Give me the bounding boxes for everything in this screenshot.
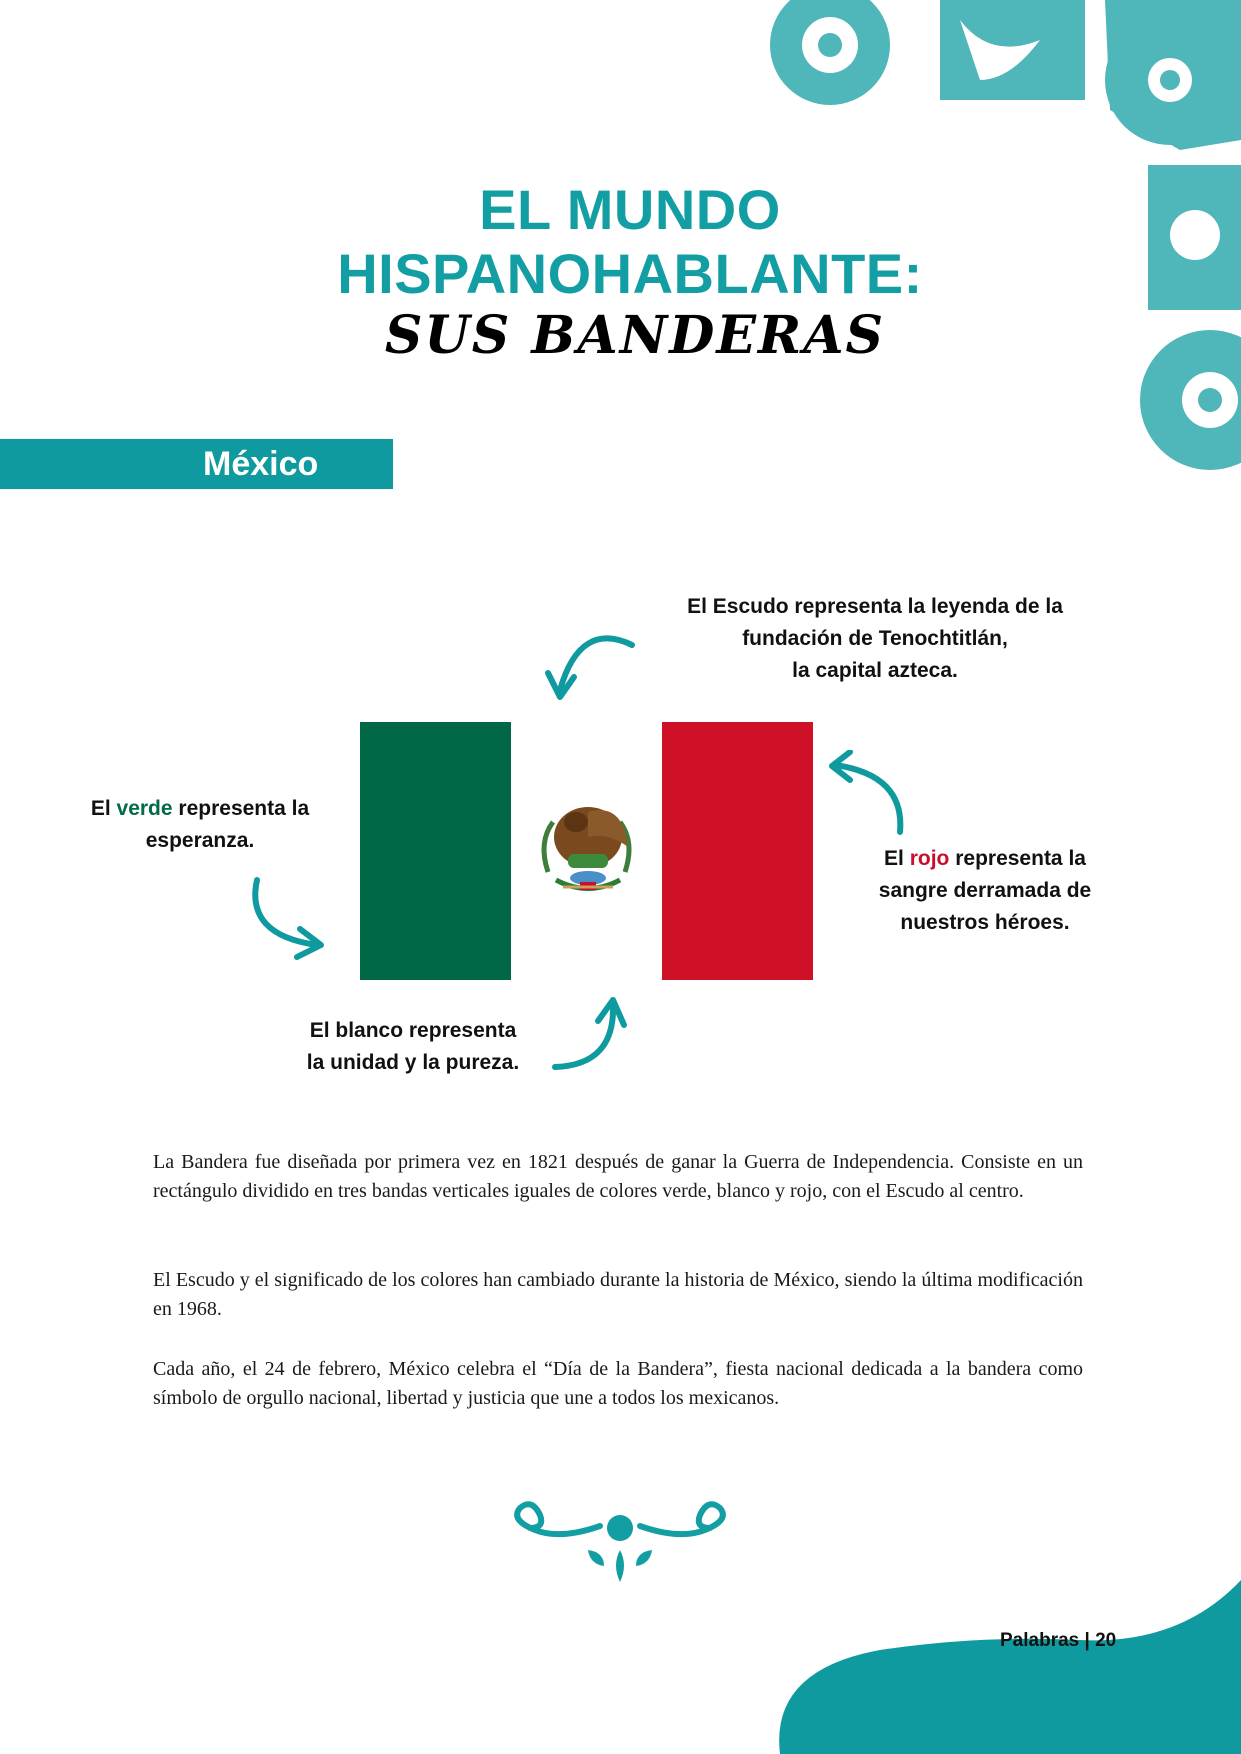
arrow-escudo-icon bbox=[540, 625, 640, 710]
arrow-blanco-icon bbox=[550, 995, 630, 1075]
flourish-ornament-icon bbox=[500, 1500, 740, 1600]
coat-of-arms-icon bbox=[528, 792, 645, 912]
footer-wave-decoration bbox=[760, 1580, 1241, 1754]
escudo-line2: fundación de Tenochtitlán, bbox=[742, 627, 1008, 650]
country-banner bbox=[0, 439, 393, 489]
rojo-line2: sangre derramada de bbox=[878, 879, 1092, 902]
country-name: México bbox=[203, 445, 319, 483]
escudo-line1: El Escudo representa la leyenda de la bbox=[687, 595, 1063, 618]
escudo-annotation bbox=[620, 591, 1130, 687]
page-title-line2: HISPANOHABLANTE: bbox=[337, 242, 923, 305]
arrow-verde-icon bbox=[245, 875, 330, 960]
body-paragraph-2: El Escudo y el significado de los colores han cambiado durante la historia de México, siendo la última modificación en 1968. bbox=[153, 1269, 1083, 1320]
escudo-line3: la capital azteca. bbox=[792, 659, 958, 682]
body-paragraph-1: La Bandera fue diseñada por primera vez en 1821 después de ganar la Guerra de Independencia. Consiste en un rectángulo dividido en tres bandas verticales iguales de colores verde, blanco y rojo, con el Escudo al centro. bbox=[153, 1151, 1083, 1202]
verde-word: verde bbox=[116, 797, 173, 820]
verde-line1: El verde representa la bbox=[90, 797, 310, 820]
page-footer: Palabras | 20 bbox=[1000, 1630, 1117, 1651]
blanco-annotation bbox=[268, 1015, 558, 1079]
flag-red-band bbox=[662, 722, 813, 980]
verde-annotation bbox=[50, 793, 350, 857]
blanco-line1: El blanco representa bbox=[309, 1019, 517, 1042]
rojo-word: rojo bbox=[909, 847, 950, 870]
mexico-flag bbox=[360, 722, 813, 980]
page-title-line1: EL MUNDO bbox=[479, 178, 781, 241]
rojo-line3: nuestros héroes. bbox=[900, 911, 1070, 934]
rojo-line1: El rojo representa la bbox=[884, 847, 1086, 870]
flag-green-band bbox=[360, 722, 511, 980]
arrow-rojo-icon bbox=[820, 750, 905, 840]
body-paragraph-3: Cada año, el 24 de febrero, México celebra el “Día de la Bandera”, fiesta nacional dedicada a la bandera como símbolo de orgullo nacional, libertad y justicia que une a todos los mexicanos. bbox=[153, 1358, 1083, 1409]
page-subtitle: SUS BANDERAS bbox=[384, 305, 886, 366]
verde-line2: esperanza. bbox=[145, 829, 255, 852]
rojo-annotation bbox=[845, 843, 1125, 939]
blanco-line2: la unidad y la pureza. bbox=[306, 1051, 520, 1074]
